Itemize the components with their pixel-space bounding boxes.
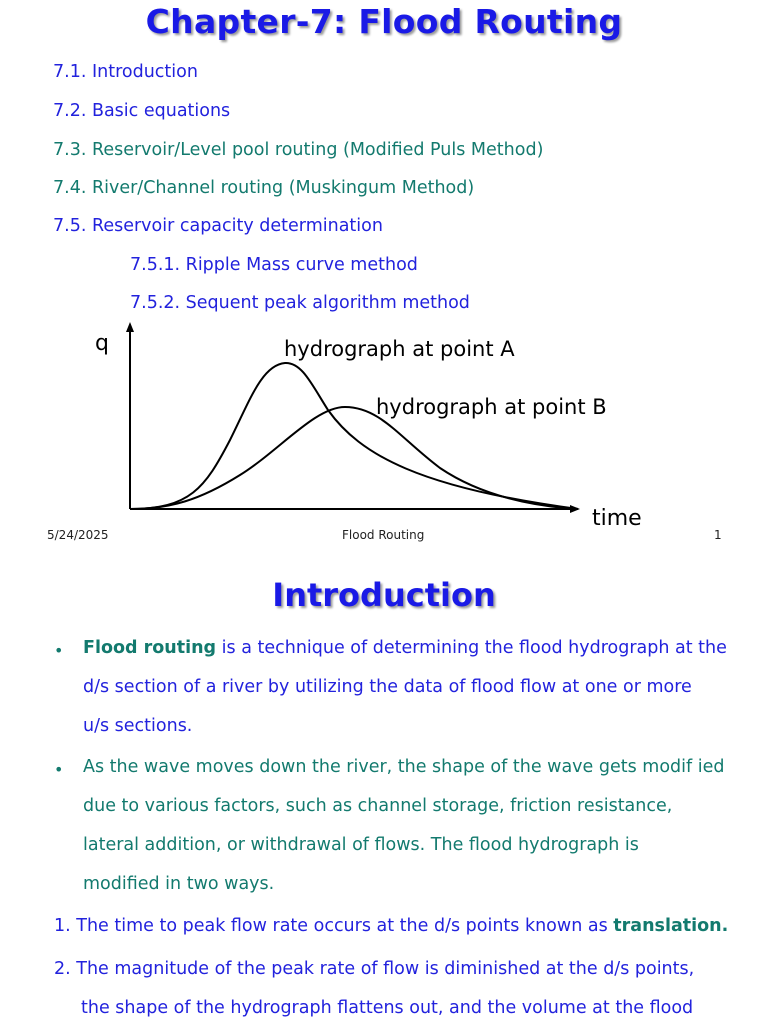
hydrograph-curve-b: [130, 407, 578, 509]
y-axis-arrow: [126, 322, 134, 332]
bullet-1-line-2: d/s section of a river by utilizing the data of flood flow at one or more: [83, 677, 692, 697]
toc-item-7-2: 7.2. Basic equations: [53, 101, 231, 121]
bullet-1-line-3: u/s sections.: [83, 716, 193, 736]
toc-item-7-4: 7.4. River/Channel routing (Muskingum Method): [53, 178, 475, 198]
bullet-1-paragraph: [83, 629, 753, 746]
bullet-2-line-3: lateral addition, or withdrawal of flows. The flood hydrograph is: [83, 835, 639, 855]
flood-routing-term: Flood routing: [83, 638, 217, 658]
chapter-title: Chapter-7: Flood Routing: [145, 2, 623, 41]
hydrograph-curve-a: [130, 363, 578, 509]
footer-page-number: 1: [714, 528, 722, 542]
bullet-2-paragraph: [83, 748, 753, 904]
toc-item-7-3: 7.3. Reservoir/Level pool routing (Modified Puls Method): [53, 140, 544, 160]
y-axis-label: q: [95, 331, 109, 356]
toc-item-7-1: 7.1. Introduction: [53, 62, 198, 82]
bullet-2-line-4: modified in two ways.: [83, 874, 275, 894]
curve-b-label: hydrograph at point B: [376, 395, 607, 419]
bullet-dot-icon: •: [54, 641, 64, 660]
bullet-2-line-1: As the wave moves down the river, the shape of the wave gets modif ied: [83, 757, 725, 777]
toc-item-7-5: 7.5. Reservoir capacity determination: [53, 216, 383, 236]
bullet-dot-icon: •: [54, 760, 64, 779]
slide-introduction: [0, 556, 768, 1024]
bullet-2-line-2: due to various factors, such as channel storage, friction resistance,: [83, 796, 673, 816]
numbered-item-2-line-1: 2. The magnitude of the peak rate of flow is diminished at the d/s points,: [54, 959, 695, 979]
toc-item-7-5-1: 7.5.1. Ripple Mass curve method: [130, 255, 418, 275]
curve-a-label: hydrograph at point A: [284, 337, 515, 361]
numbered-item-2: [54, 950, 764, 1028]
numbered-item-1: 1. The time to peak flow rate occurs at the d/s points known as translation.: [54, 916, 729, 936]
x-axis-label: time: [592, 506, 642, 530]
bullet-1-line-1: Flood routing is a technique of determining the flood hydrograph at the: [83, 638, 727, 658]
footer-title: Flood Routing: [342, 528, 425, 542]
intro-title: Introduction: [272, 576, 496, 614]
numbered-item-2-line-2: the shape of the hydrograph flattens out, and the volume at the flood: [81, 998, 694, 1018]
hydrograph-figure: [0, 320, 768, 530]
toc-item-7-5-2: 7.5.2. Sequent peak algorithm method: [130, 293, 470, 313]
footer-date: 5/24/2025: [47, 528, 109, 542]
translation-term: translation.: [613, 916, 729, 936]
